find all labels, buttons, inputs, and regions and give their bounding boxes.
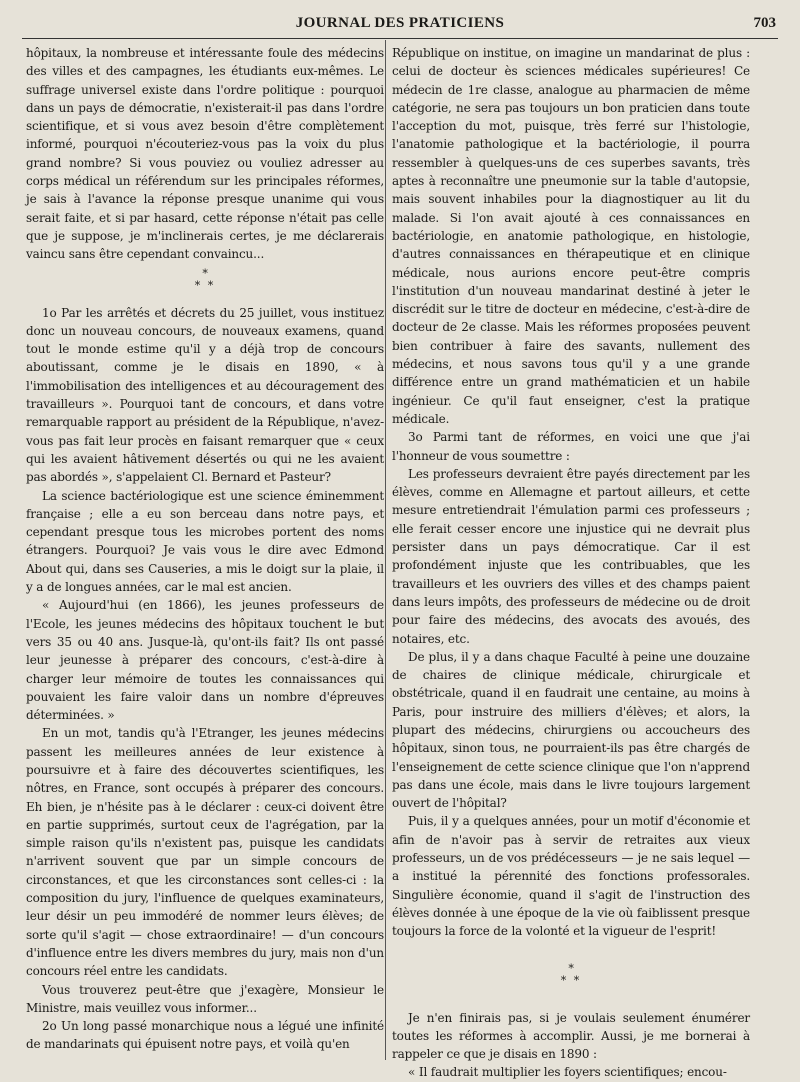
asterism-bottom: * * xyxy=(194,278,216,292)
column-divider xyxy=(385,40,386,1060)
asterism xyxy=(26,264,384,304)
paragraph: De plus, il y a dans chaque Faculté à peine une douzaine de chaires de clinique médicale, chirurgicale et obstétricale, quand il en faudrait une centaine, au moins à Paris, pour instruire des milliers d'élèves; et alors, la plupart des médecins, chirurgiens ou accoucheurs des hôpitaux, sinon tous, ne pourraient-ils pas être chargés de l'enseignement de cette science clinique que l'on n'apprend pas dans une école, mais dans le livre toujours largement ouvert de l'hôpital? xyxy=(392,649,750,811)
paragraph: Vous trouverez peut-être que j'exagère, Monsieur le Ministre, mais veuillez vous informer... xyxy=(26,982,384,1015)
paragraph: Je n'en finirais pas, si je voulais seulement énumérer toutes les réformes à accomplir. Aussi, je me bornerai à rappeler ce que je disais en 1890 : xyxy=(392,1010,750,1062)
paragraph: « Il faudrait multiplier les foyers scientifiques; encou- xyxy=(408,1065,727,1080)
left-column xyxy=(26,44,384,1054)
asterism-bottom: * * xyxy=(560,973,582,987)
paragraph: « Aujourd'hui (en 1866), les jeunes professeurs de l'Ecole, les jeunes médecins des hôpitaux touchent le but vers 35 ou 40 ans. Jusque-là, qu'ont-ils fait? Ils ont passé leur jeunesse à préparer des concours, c'est-à-dire à charger leur mémoire de toutes les connaissances qui pouvaient les faire valoir dans un nombre d'épreuves déterminées. » xyxy=(26,598,384,723)
paragraph: Puis, il y a quelques années, pour un motif d'économie et afin de n'avoir pas à servir de retraites aux vieux professeurs, un de vos prédécesseurs — je ne sais lequel — a institué la pérennité des fonctions professorales. Singulière économie, quand il s'agit de l'instruction des élèves donnée à une époque de la vie où faiblissent presque toujours la force de la volonté et la vigueur de l'esprit! xyxy=(392,814,750,939)
paragraph: 3o Parmi tant de réformes, en voici une que j'ai l'honneur de vous soumettre : xyxy=(392,430,750,463)
paragraph: En un mot, tandis qu'à l'Etranger, les jeunes médecins passent les meilleures années de leur existence à poursuivre et à faire des découvertes scientifiques, les nôtres, en France, sont occupés à préparer des concours. Eh bien, je n'hésite pas à le déclarer : ceux-ci doivent être en partie supprimés, surtout ceux de l'agrégation, par la simple raison qu'ils n'existent pas, puisque les candidats n'arrivent souvent que par un simple concours de circonstances, et que les circonstances sont celles-ci : la composition du jury, l'influence de quelques examinateurs, leur désir un peu immodéré de nommer leurs élèves; de sorte qu'il s'agit — chose extraordinaire! — d'un concours d'influence entre les divers membres du jury, mais non d'un concours réel entre les candidats. xyxy=(26,726,384,979)
paragraph: La science bactériologique est une science éminemment française ; elle a eu son berceau dans notre pays, et cependant presque tous les microbes portent des noms étrangers. Pourquoi? Je vais vous le dire avec Edmond About qui, dans ses Causeries, a mis le doigt sur la plaie, il y a de longues années, car le mal est ancien. xyxy=(26,488,384,595)
asterism-top: * xyxy=(202,266,208,280)
paragraph: hôpitaux, la nombreuse et intéressante foule des médecins des villes et des campagnes, les étudiants eux-mêmes. Le suffrage universel existe dans l'ordre politique : pourquoi dans un pays de démocratie, n'existerait-il pas dans l'ordre scientifique, et si vous avez besoin d'être complètement informé, pourquoi n'écouteriez-vous pas la voix du plus grand nombre? Si vous pouviez ou vouliez adresser au corps médical un référendum sur les principales réformes, je sais à l'avance la réponse presque unanime qui vous serait faite, et si par hasard, cette réponse n'était pas celle que je suppose, je m'inclinerais certes, je me déclarerais vaincu sans être cependant convaincu... xyxy=(26,46,384,262)
page-number: 703 xyxy=(753,15,776,31)
paragraph: Les professeurs devraient être payés directement par les élèves, comme en Allemagne et partout ailleurs, et cette mesure entretiendrait l'émulation parmi ces professeurs ; elle ferait cesser encore une injustice qui ne devrait plus persister dans un pays démocratique. Car il est profondément injuste que les contribuables, que les travailleurs et les ouvriers des villes et des champs paient dans leurs impôts, des professeurs de médecine ou de droit pour faire des médecins, des avocats des avoués, des notaires, etc. xyxy=(392,466,750,646)
journal-title: JOURNAL DES PRATICIENS xyxy=(295,15,505,31)
asterism-top: * xyxy=(568,961,574,975)
right-column xyxy=(392,44,750,1082)
paragraph: 1o Par les arrêtés et décrets du 25 juillet, vous instituez donc un nouveau concours, de nouveaux examens, quand tout le monde estime qu'il y a déjà trop de concours aboutissant, comme je le disais en 1890, « à l'immobilisation des intelligences et au découragement des travailleurs ». Pourquoi tant de concours, et dans votre remarquable rapport au président de la République, n'avez-vous pas fait leur procès en faisant remarquer que « ceux qui les avaient hâtivement désertés ou qui ne les avaient pas abordés », s'appelaient Cl. Bernard et Pasteur? xyxy=(26,305,384,485)
page-header xyxy=(22,8,778,39)
asterism xyxy=(392,959,750,999)
paragraph: République on institue, on imagine un mandarinat de plus : celui de docteur ès sciences médicales supérieures! Ce médecin de 1re classe, analogue au pharmacien de même catégorie, ne sera pas toujours un bon praticien dans toute l'acception du mot, puisque, très ferré sur l'histologie, l'anatomie pathologique et la bactériologie, il pourra ressembler à quelques-uns de ces superbes savants, très aptes à reconnaître une pneumonie sur la table d'autopsie, mais souvent inhabiles pour la diagnostiquer au lit du malade. Si l'on avait ajouté à ces connaissances en bactériologie, en anatomie pathologique, en histologie, d'autres connaissances en thérapeutique et en clinique médicale, nous aurions encore peut-être compris l'institution d'un nouveau mandarinat destiné à jeter le discrédit sur le titre de docteur en médecine, c'est-à-dire de docteur de 2e classe. Mais les réformes proposées peuvent bien contribuer à faire des savants, nullement des médecins, et nous savons tous qu'il y a une grande différence entre un grand mathématicien et un habile ingénieur. Ce qu'il faut enseigner, c'est la pratique médicale. xyxy=(392,46,750,426)
paragraph: 2o Un long passé monarchique nous a légué une infinité de mandarinats qui épuisent notre pays, et voilà qu'en xyxy=(26,1019,384,1052)
